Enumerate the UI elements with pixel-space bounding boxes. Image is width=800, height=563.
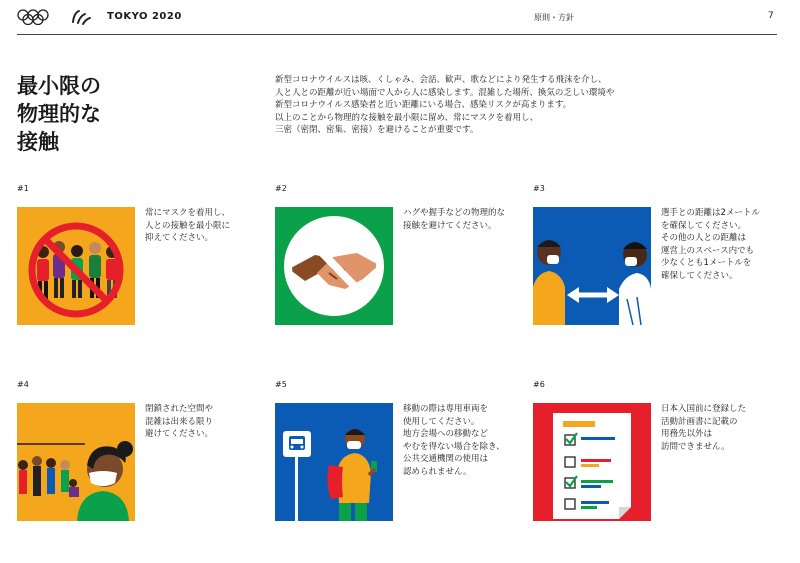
item-number: #4	[17, 380, 29, 389]
desc-line: 運営上のスペース内でも	[661, 245, 755, 256]
intro-line: 以上のことから物理的な接触を最小限に留め、常にマスクを着用し、	[275, 112, 539, 123]
desc-line: 移動の際は専用車両を	[403, 404, 489, 414]
item-description	[661, 207, 786, 282]
desc-line: 混雑は出来る限り	[145, 416, 214, 427]
intro-line: 新型コロナウイルスは咳、くしゃみ、会話、歓声、歌などにより発生する飛沫を介し、	[275, 75, 607, 85]
intro-line: 三密（密閉、密集、密接）を避けることが重要です。	[275, 125, 479, 135]
desc-line: 公共交通機関の使用は	[403, 454, 489, 464]
desc-line: 訪問できません。	[661, 441, 730, 452]
desc-line: 閉鎖された空間や	[145, 404, 214, 414]
guideline-item-1	[17, 184, 267, 324]
intro-paragraph	[275, 74, 675, 137]
item-description	[403, 207, 528, 232]
intro-line: 新型コロナウイルス感染者と近い距離にいる場合、感染リスクが高まります。	[275, 100, 572, 110]
item-number: #5	[275, 380, 287, 389]
desc-line: 使用してください。	[403, 416, 480, 427]
crowded-space-icon	[17, 403, 135, 521]
guideline-item-3	[533, 184, 783, 324]
desc-line: 用務先以外は	[661, 429, 713, 439]
desc-line: 選手との距離は2メートル	[661, 208, 760, 218]
desc-line: 抑えてください。	[145, 233, 214, 243]
title-line: 物理的な	[17, 102, 101, 126]
item-number: #6	[533, 380, 545, 389]
item-number: #3	[533, 184, 545, 193]
brand-name: TOKYO 2020	[107, 11, 182, 22]
section-label: 原則・方針	[534, 13, 574, 22]
item-number: #2	[275, 184, 287, 193]
intro-line: 人と人との距離が近い場面で人から人に感染します。混雑した場所、換気の乏しい環境や	[275, 87, 615, 98]
guideline-item-5	[275, 380, 525, 520]
desc-line: 少なくとも1メートルを	[661, 258, 752, 268]
item-description	[403, 403, 528, 478]
item-number: #1	[17, 184, 29, 193]
desc-line: 常にマスクを着用し、	[145, 208, 231, 218]
item-description	[145, 403, 270, 441]
distance-icon	[533, 207, 651, 325]
checklist-icon	[533, 403, 651, 521]
guideline-item-6	[533, 380, 783, 520]
desc-line: 認められません。	[403, 466, 472, 477]
desc-line: その他の人との距離は	[661, 233, 747, 243]
desc-line: 確保してください。	[661, 270, 738, 281]
item-description	[661, 403, 786, 453]
bus-stop-icon	[275, 403, 393, 521]
desc-line: 日本入国前に登録した	[661, 404, 747, 414]
page-header	[0, 0, 800, 34]
desc-line: 人との接触を最小限に	[145, 220, 231, 231]
desc-line: 地方会場への移動など	[403, 429, 489, 439]
page-number: 7	[768, 11, 774, 21]
desc-line: 接触を避けてください。	[403, 220, 497, 231]
olympic-rings-icon	[17, 9, 49, 25]
title-line: 接触	[17, 130, 59, 154]
title-line: 最小限の	[17, 74, 101, 98]
desc-line: を確保してください。	[661, 220, 747, 231]
paralympic-agitos-icon	[70, 8, 92, 26]
guideline-item-4	[17, 380, 267, 520]
desc-line: やむを得ない場合を除き、	[403, 441, 505, 452]
desc-line: 避けてください。	[145, 429, 214, 439]
header-divider	[17, 34, 777, 35]
item-description	[145, 207, 270, 245]
guideline-item-2	[275, 184, 525, 324]
page-title	[17, 72, 167, 156]
desc-line: ハグや握手などの物理的な	[403, 208, 506, 218]
desc-line: 活動計画書に記載の	[661, 416, 738, 427]
no-crowd-icon	[17, 207, 135, 325]
no-handshake-icon	[275, 207, 393, 325]
